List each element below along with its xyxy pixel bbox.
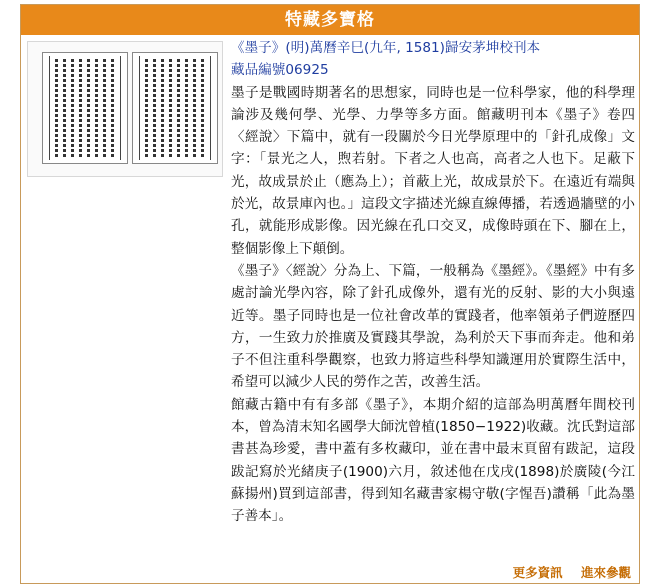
paragraph-2: 《墨子》〈經說〉分為上、下篇，一般稱為《墨經》。《墨經》中有多處討論光學內容，除了針孔成像外，還有光的反射、影的大小與遠近等。墨子同時也是一位社會改革的實踐者，他率領弟子們遊歷四方，一生致力於推廣及實踐其學說，為利於天下事而奔走。他和弟子不但注重科學觀察，也致力將這些科學知識運用於實際生活中，希望可以減少人民的勞作之苦，改善生活。 [231,262,635,391]
book-page-right [132,52,218,164]
more-info-link[interactable]: 更多資訊 [512,565,563,580]
feature-panel [20,4,640,584]
visit-link[interactable]: 進來參觀 [580,565,631,580]
paragraph-1: 墨子是戰國時期著名的思想家，同時也是一位科學家，他的科學理論涉及幾何學、光學、力學等多方面。館藏明刊本《墨子》卷四〈經說〉下篇中，就有一段關於今日光學原理中的「針孔成像」文字：「景光之人，煦若射。下者之人也高，高者之人也下。足蔽下光，故成景於止（應為上）；首蔽上光，故成景於下。在遠近有端與於光，故景庫內也。」這段文字描述光線直線傳播，若透過牆壁的小孔，就能形成影像。因光線在孔口交叉，成像時頭在下、腳在上，整個影像上下顛倒。 [231,84,635,257]
book-title-link[interactable]: 《墨子》(明)萬曆辛巳(九年, 1581)歸安茅坤校刊本 [231,40,541,56]
book-image[interactable] [27,41,223,177]
paragraph-3: 館藏古籍中有有多部《墨子》，本期介紹的這部為明萬曆年間校刊本，曾為清末知名國學大師沈曾植(1850−1922)收藏。沈氏對這部書甚為珍愛，書中蓋有多枚藏印，並在書中最末頁留有跋記，這段跋記寫於光緒庚子(1900)六月，敘述他在戊戌(1898)於廣陵(今江蘇揚州)買到這部書，得到知名藏書家楊守敬(字惺吾)讚稱「此為墨子善本」。 [231,396,635,525]
footer-links [499,563,631,581]
panel-title: 特藏多寶格 [21,5,639,35]
book-page-left [42,52,128,164]
accession-number-link[interactable]: 藏品編號06925 [231,62,329,79]
description [231,37,635,528]
